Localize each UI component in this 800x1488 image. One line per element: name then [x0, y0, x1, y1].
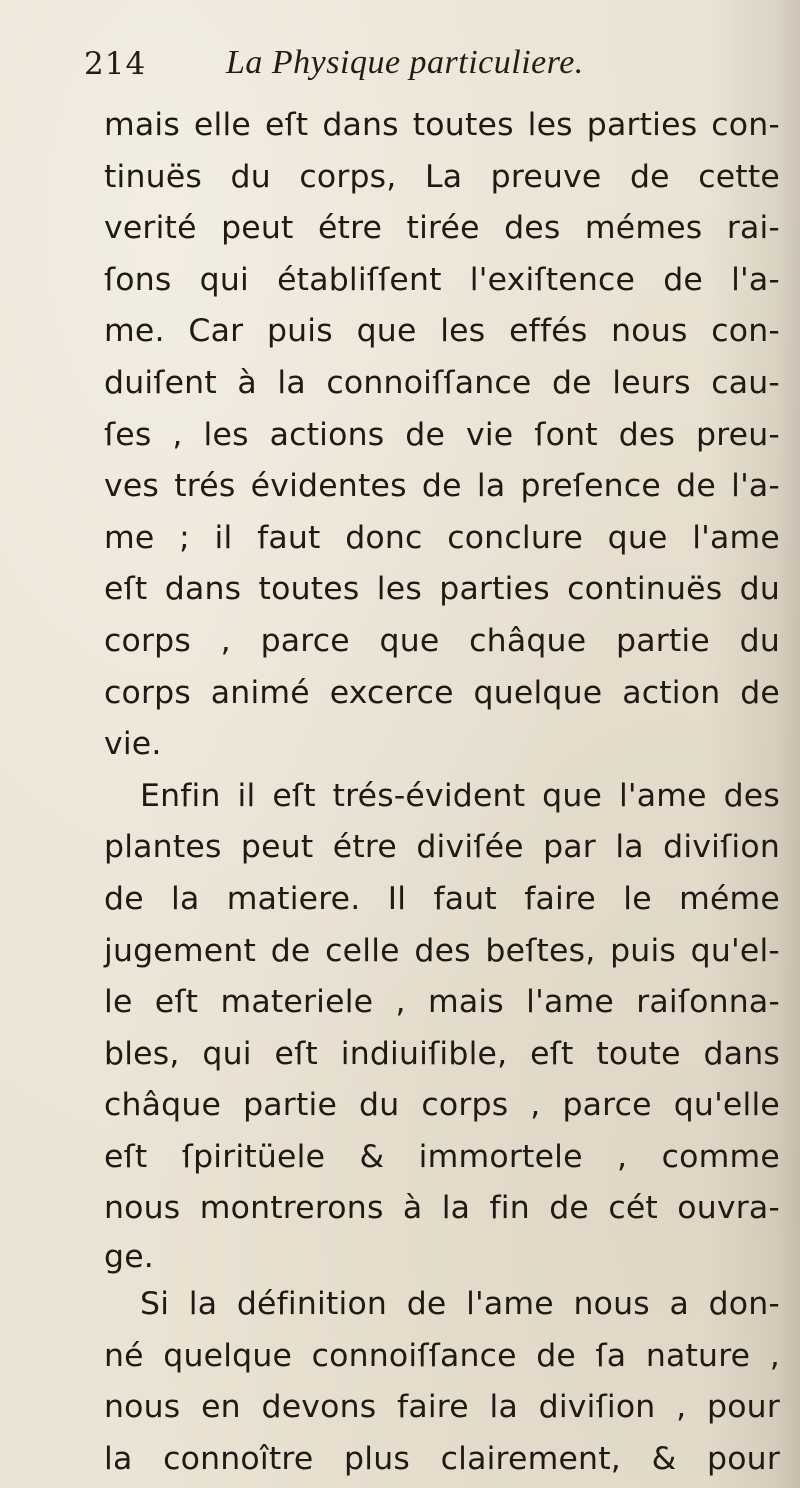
text-line: tinuës du corps, La preuve de cette	[104, 158, 780, 195]
running-head	[84, 42, 724, 88]
text-line: me. Car puis que les effés nous con-	[104, 313, 780, 350]
text-line: Enfin il eſt trés-évident que l'ame des	[140, 777, 780, 814]
text-line: nous montrerons à la fin de cét ouvra-	[104, 1190, 780, 1227]
text-line: le eſt materiele , mais l'ame raiſonna-	[104, 984, 780, 1021]
text-line: eſt dans toutes les parties continuës du	[104, 571, 780, 608]
text-line: ſes , les actions de vie ſont des preu-	[104, 416, 780, 453]
text-line: de la matiere. Il faut faire le méme	[104, 880, 780, 917]
text-line: me ; il faut donc conclure que l'ame	[104, 519, 780, 556]
text-line: vie.	[104, 726, 162, 763]
text-line: Si la définition de l'ame nous a don-	[140, 1286, 780, 1323]
text-line: châque partie du corps , parce qu'elle	[104, 1087, 780, 1124]
text-line: ſons qui établiſſent l'exiſtence de l'a-	[104, 261, 780, 298]
running-title: La Physique particuliere.	[226, 44, 584, 81]
text-line: la connoître plus clairement, & pour	[104, 1440, 780, 1477]
text-line: corps , parce que châque partie du	[104, 622, 780, 659]
text-line: duiſent à la connoiſſance de leurs cau-	[104, 364, 780, 401]
text-line: ge.	[104, 1239, 154, 1276]
text-line: plantes peut étre diviſée par la diviſion	[104, 829, 780, 866]
text-line: né quelque connoiſſance de ſa nature ,	[104, 1337, 780, 1374]
page-number: 214	[84, 46, 147, 82]
body-text	[104, 100, 780, 1485]
text-line: jugement de celle des beſtes, puis qu'el-	[104, 932, 780, 969]
text-line: corps animé excerce quelque action de	[104, 674, 780, 711]
text-line: verité peut étre tirée des mémes rai-	[104, 210, 780, 247]
text-line: nous en devons faire la diviſion , pour	[104, 1389, 780, 1426]
text-line: ves trés évidentes de la preſence de l'a-	[104, 468, 780, 505]
text-line: mais elle eſt dans toutes les parties con-	[104, 107, 780, 143]
text-line: eſt ſpiritüele & immortele , comme	[104, 1138, 780, 1175]
text-line: bles, qui eſt indiuiſible, eſt toute dans	[104, 1035, 780, 1072]
